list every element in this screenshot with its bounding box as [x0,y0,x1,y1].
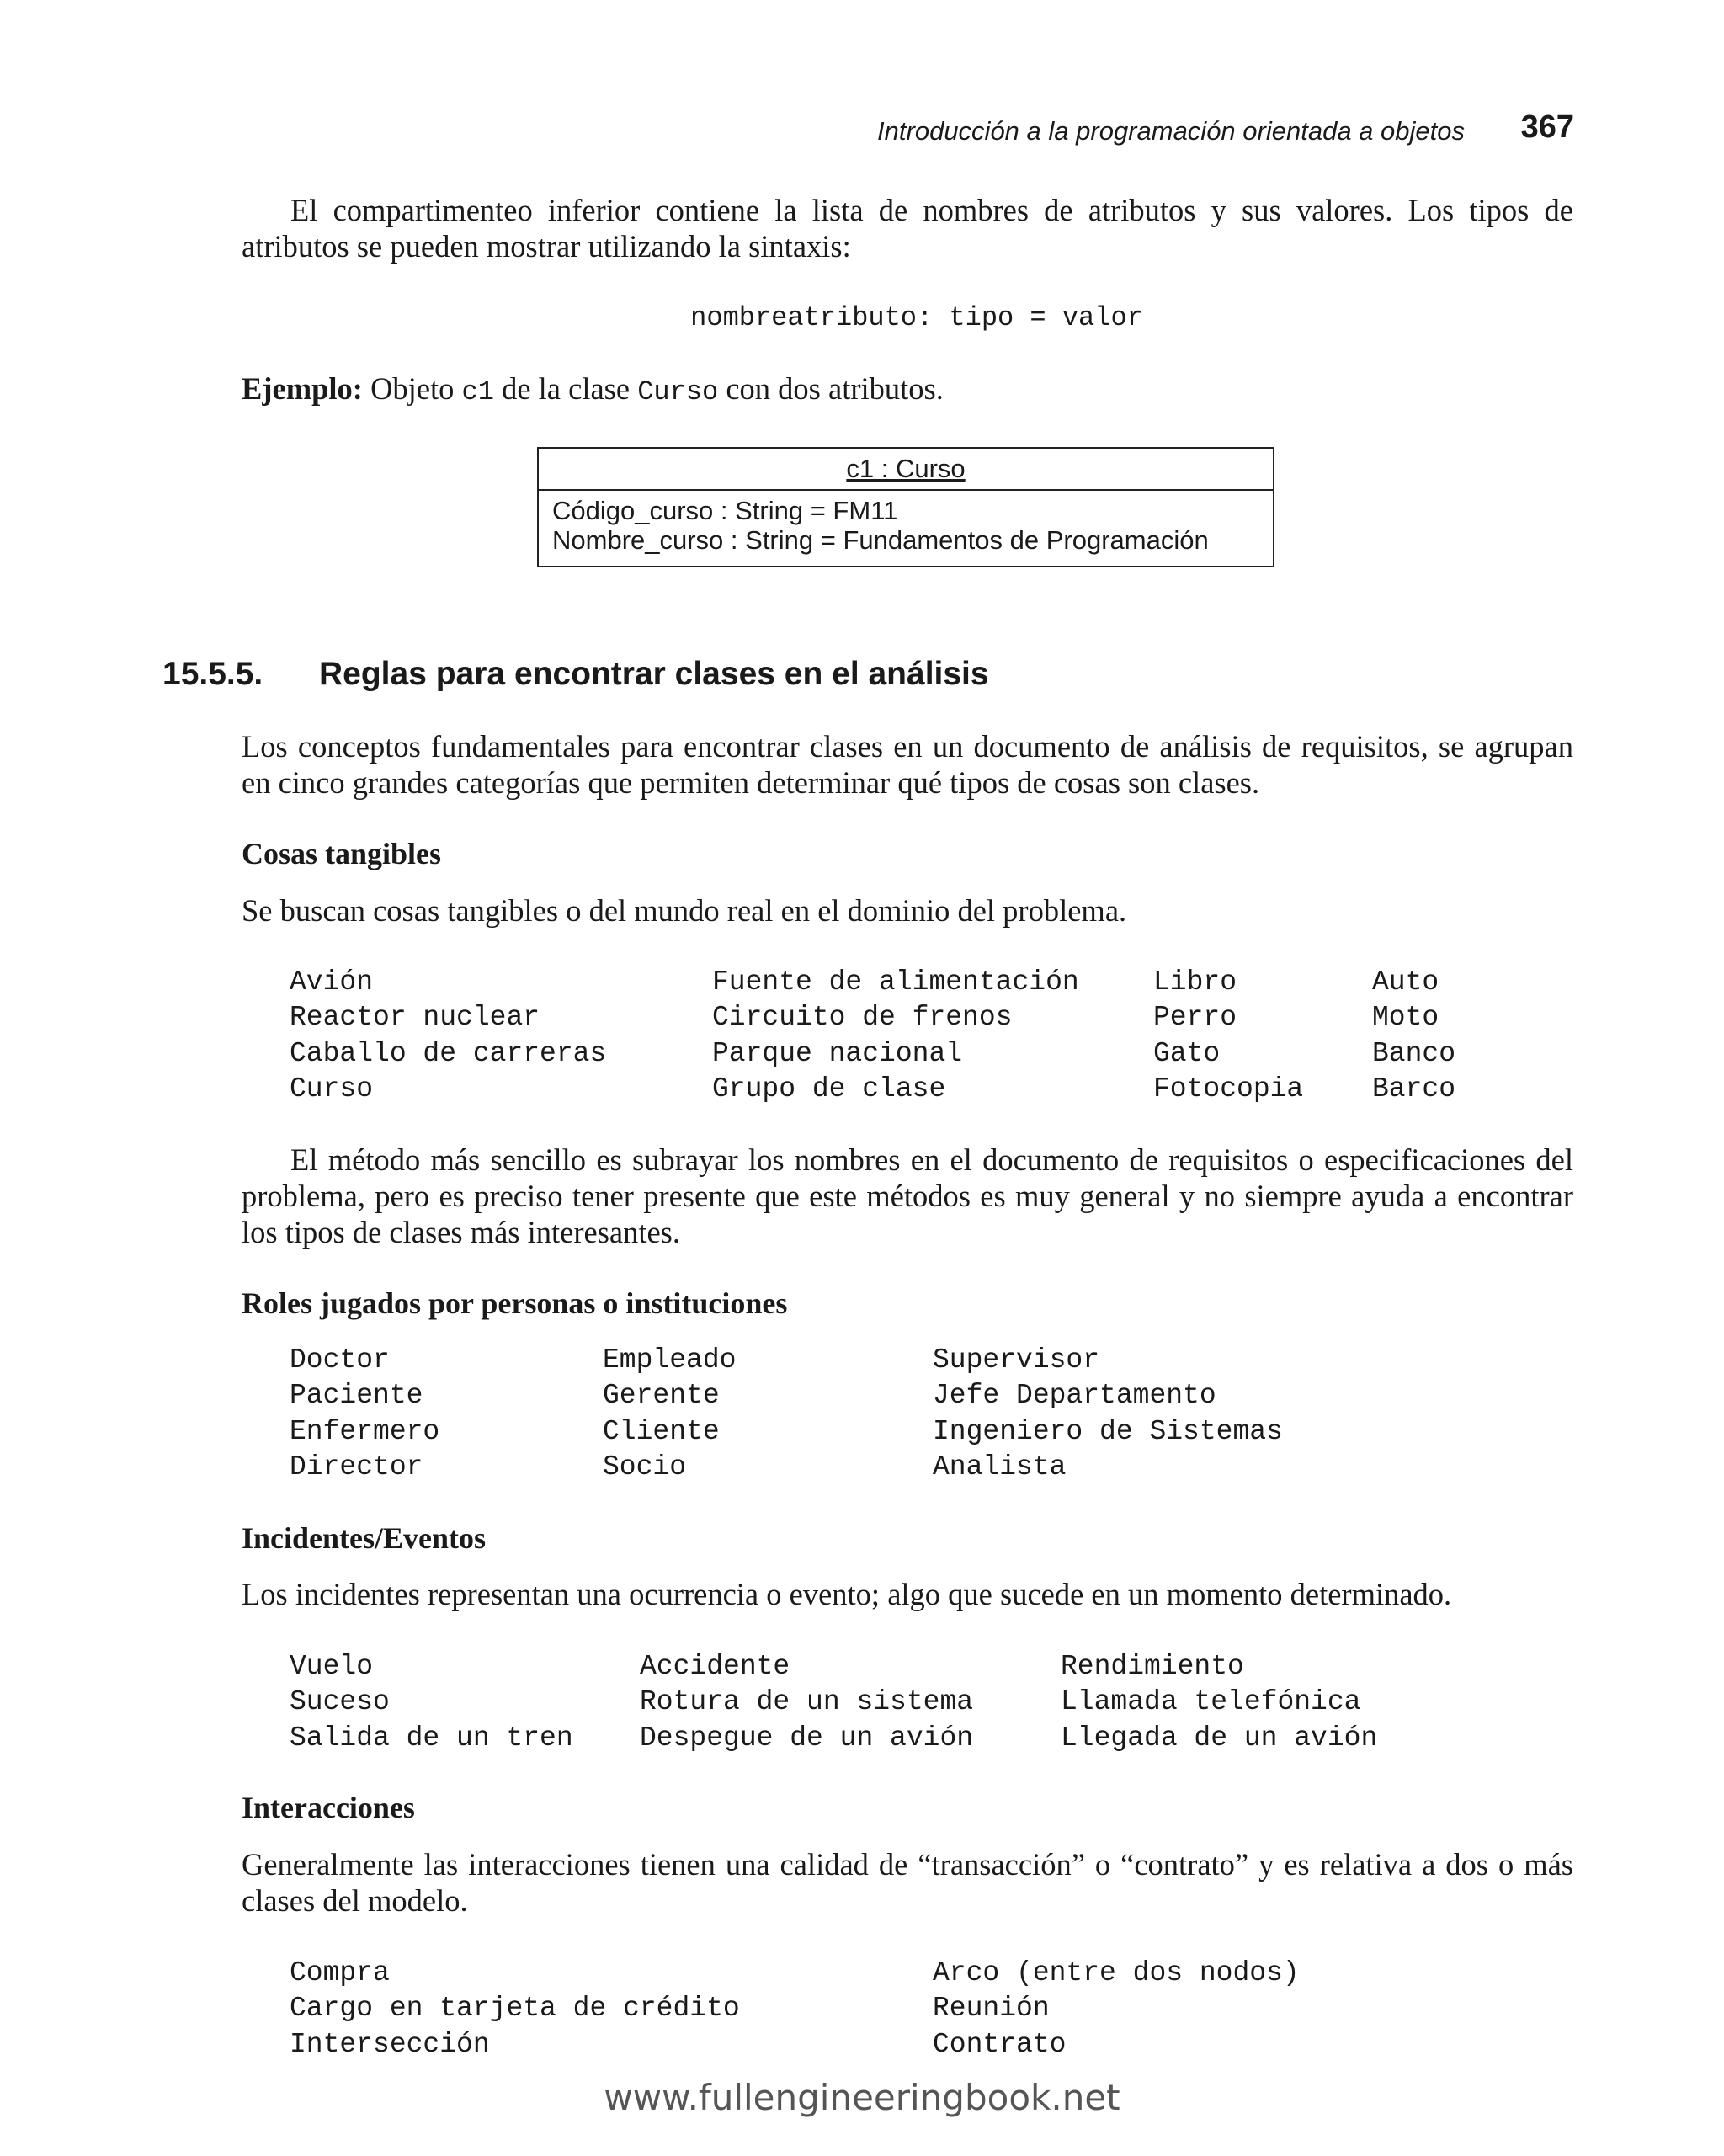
events-heading: Incidentes/Eventos [242,1521,487,1555]
events-intro: Los incidentes representan una ocurrencia o evento; algo que sucede en un momento determinado. [242,1577,1452,1611]
page-number: 367 [1520,109,1574,145]
intro-paragraph: El compartimenteo inferior contiene la lista de nombres de atributos y sus valores. Los tipos de atributos se pueden mostrar utilizando la sintaxis: [242,193,1573,264]
list-item: Reunión [933,1993,1050,2024]
list-item: Vuelo [290,1651,374,1682]
list-item: Fuente de alimentación [712,966,1079,998]
list-item: Curso [290,1073,374,1105]
list-item: Llamada telefónica [1061,1686,1361,1717]
example-text-3: con dos atributos. [718,371,944,406]
interactions-intro: Generalmente las interacciones tienen una calidad de “transacción” o “contrato” y es relativa a dos o más clases del modelo. [242,1847,1573,1918]
list-item: Avión [290,966,374,998]
list-item: Doctor [290,1344,390,1376]
footer-url: www.fullengineeringbook.net [604,2077,1120,2118]
roles-heading: Roles jugados por personas o instituciones [242,1286,788,1320]
section-heading [162,654,989,695]
list-item: Cargo en tarjeta de crédito [290,1993,740,2024]
list-item: Socio [603,1451,687,1483]
list-item: Arco (entre dos nodos) [933,1957,1300,1988]
tangibles-intro: Se buscan cosas tangibles o del mundo real en el dominio del problema. [242,893,1127,928]
list-item: Grupo de clase [712,1073,946,1105]
section-intro: Los conceptos fundamentales para encontrar clases en un documento de análisis de requisitos, se agrupan en cinco grandes categorías que permiten determinar qué tipos de cosas son clases. [242,729,1573,800]
section-title: Reglas para encontrar clases en el análisis [319,656,989,692]
list-item: Llegada de un avión [1061,1722,1378,1754]
list-item: Paciente [290,1380,423,1411]
list-item: Parque nacional [712,1038,963,1069]
list-item: Barco [1372,1073,1456,1105]
running-title: Introducción a la programación orientada a objetos [877,116,1465,146]
uml-attribute: Nombre_curso : String = Fundamentos de Programación [552,525,1209,555]
uml-object-box [537,447,1274,567]
list-item: Salida de un tren [290,1722,573,1754]
list-item: Cliente [603,1416,720,1447]
list-item: Reactor nuclear [290,1002,540,1033]
example-line [242,370,1573,410]
list-item: Intersección [290,2029,490,2060]
list-item: Jefe Departamento [933,1380,1216,1411]
uml-object-title [539,449,1273,491]
uml-object-title-text: c1 : Curso [846,454,966,483]
example-lead: Ejemplo: [242,371,363,406]
tangibles-heading: Cosas tangibles [242,837,442,870]
list-item: Auto [1372,966,1439,998]
list-item: Caballo de carreras [290,1038,607,1069]
list-item: Enfermero [290,1416,440,1447]
list-item: Libro [1153,966,1237,998]
section-number: 15.5.5. [162,656,263,692]
list-item: Circuito de frenos [712,1002,1013,1033]
list-item: Supervisor [933,1344,1100,1376]
list-item: Moto [1372,1002,1439,1033]
tangibles-after: El método más sencillo es subrayar los nombres en el documento de requisitos o especificaciones del problema, pero es preciso tener presente que este métodos es muy general y no siempre ayuda a encontrar los tipos de clases más interesantes. [242,1142,1573,1249]
list-item: Gerente [603,1380,720,1411]
example-text-2: de la clase [493,371,638,406]
uml-attribute: Código_curso : String = FM11 [552,496,898,525]
list-item: Suceso [290,1686,390,1717]
list-item: Fotocopia [1153,1073,1304,1105]
example-code-object: c1 [461,376,494,407]
list-item: Rendimiento [1061,1651,1244,1682]
interactions-heading: Interacciones [242,1791,415,1824]
list-item: Rotura de un sistema [640,1686,974,1717]
list-item: Despegue de un avión [640,1722,974,1754]
list-item: Director [290,1451,423,1483]
list-item: Perro [1153,1002,1237,1033]
list-item: Contrato [933,2029,1067,2060]
example-text-1: Objeto [362,371,462,406]
example-code-class: Curso [637,376,719,407]
list-item: Banco [1372,1038,1456,1069]
list-item: Compra [290,1957,390,1988]
list-item: Empleado [603,1344,737,1376]
uml-attributes [539,491,1273,555]
list-item: Analista [933,1451,1067,1483]
list-item: Gato [1153,1038,1221,1069]
list-item: Accidente [640,1651,790,1682]
list-item: Ingeniero de Sistemas [933,1416,1283,1447]
syntax-line: nombreatributo: tipo = valor [690,302,1143,333]
